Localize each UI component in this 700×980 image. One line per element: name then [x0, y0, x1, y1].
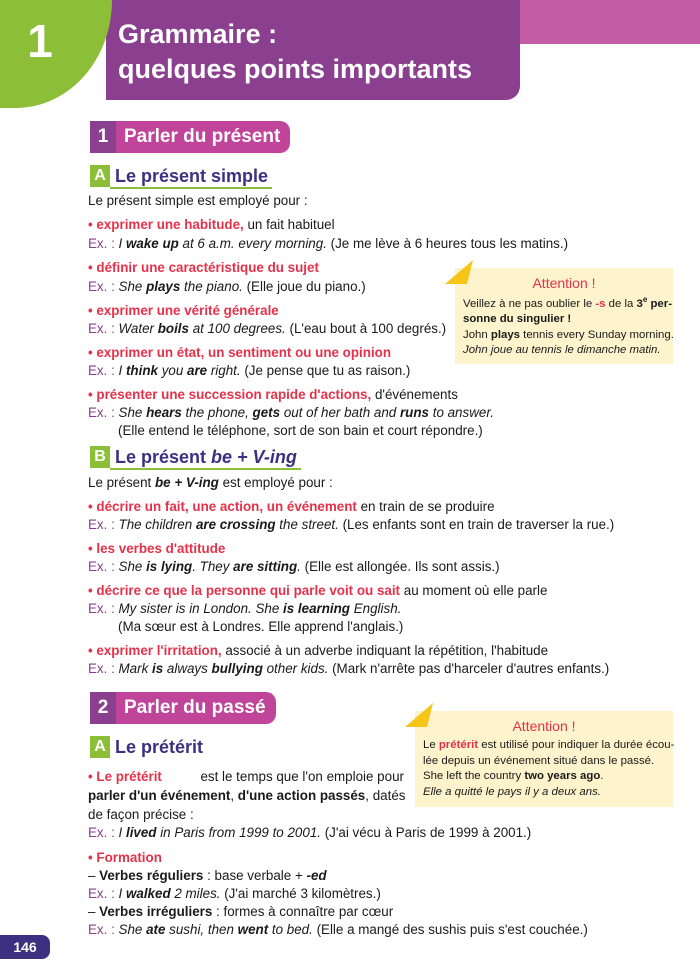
attention-title: Attention !: [512, 718, 576, 734]
example-line: Ex. : She is lying. They are sitting. (Elle est allongée. Ils sont assis.): [88, 559, 500, 574]
subsection-letter: B: [90, 446, 110, 468]
intro-text: Le présent simple est employé pour :: [88, 193, 308, 208]
usage-line: • Formation: [88, 850, 162, 865]
warning-triangle-icon: [403, 701, 437, 729]
usage-line: • décrire ce que la personne qui parle voit ou sait au moment où elle parle: [88, 583, 548, 598]
subsection-letter: A: [90, 165, 110, 187]
attention-box: [415, 711, 673, 807]
paragraph-line: de façon précise :: [88, 807, 194, 822]
chapter-header: [0, 0, 700, 108]
example-line: Ex. : She hears the phone, gets out of her bath and runs to answer.: [88, 405, 494, 420]
example-line: Ex. : The children are crossing the street. (Les enfants sont en train de traverser la rue.): [88, 517, 615, 532]
example-line: Ex. : I think you are right. (Je pense que tu as raison.): [88, 363, 411, 378]
example-line: Ex. : Water boils at 100 degrees. (L'eau bout à 100 degrés.): [88, 321, 447, 336]
section-number: 1: [90, 121, 116, 153]
example-line: Ex. : She plays the piano. (Elle joue du piano.): [88, 279, 366, 294]
rule-line: – Verbes réguliers : base verbale + -ed: [88, 868, 327, 883]
section-title: Parler du passé: [124, 697, 266, 718]
attention-body: Veillez à ne pas oublier le -s de la 3e per- sonne du singulier ! John plays tennis every Sunday morning. John joue au tennis le dimanche matin.: [463, 295, 674, 357]
paragraph-line: • Le prétérit est le temps que l'on emploie pour: [88, 769, 404, 784]
title-banner: [106, 0, 520, 100]
section-1-header: [90, 121, 290, 153]
example-translation: (Ma sœur est à Londres. Elle apprend l'anglais.): [118, 619, 404, 634]
warning-triangle-icon: [443, 258, 477, 286]
example-line: Ex. : I walked 2 miles. (J'ai marché 3 kilomètres.): [88, 886, 381, 901]
subsection-title: Le présent simple: [110, 165, 272, 189]
attention-box: [455, 268, 673, 364]
example-translation: (Elle entend le téléphone, sort de son bain et court répondre.): [118, 423, 483, 438]
subsection-1b-header: [90, 446, 301, 468]
intro-text: Le présent be + V-ing est employé pour :: [88, 475, 333, 490]
usage-line: • exprimer un état, un sentiment ou une opinion: [88, 345, 392, 360]
section-title: Parler du présent: [124, 126, 281, 147]
example-line: Ex. : She ate sushi, then went to bed. (Elle a mangé des sushis puis s'est couchée.): [88, 922, 588, 937]
section-number: 2: [90, 692, 116, 724]
usage-line: • décrire un fait, une action, un événement en train de se produire: [88, 499, 495, 514]
subsection-1a-header: [90, 165, 272, 187]
usage-line: • les verbes d'attitude: [88, 541, 226, 556]
example-line: Ex. : I lived in Paris from 1999 to 2001. (J'ai vécu à Paris de 1999 à 2001.): [88, 825, 532, 840]
subsection-letter: A: [90, 736, 110, 758]
usage-line: • exprimer une habitude, un fait habituel: [88, 217, 335, 232]
subsection-title: Le présent be + V-ing: [110, 446, 301, 470]
usage-line: • exprimer une vérité générale: [88, 303, 279, 318]
usage-line: • définir une caractéristique du sujet: [88, 260, 319, 275]
attention-title: Attention !: [532, 275, 596, 291]
usage-line: • présenter une succession rapide d'actions, d'événements: [88, 387, 458, 402]
chapter-number: 1: [27, 15, 53, 67]
usage-line: • exprimer l'irritation, associé à un adverbe indiquant la répétition, l'habitude: [88, 643, 549, 658]
paragraph-line: parler d'un événement, d'une action passés, datés: [88, 788, 406, 803]
attention-body: Le prétérit est utilisé pour indiquer la durée écou- lée depuis un événement situé dans le passé. She left the country two years ago. Elle a quitté le pays il y a deux ans.: [423, 739, 675, 798]
section-2-header: [90, 692, 276, 724]
example-line: Ex. : I wake up at 6 a.m. every morning. (Je me lève à 6 heures tous les matins.): [88, 236, 569, 251]
rule-line: – Verbes irréguliers : formes à connaître par cœur: [88, 904, 394, 919]
header-accent-band: [520, 0, 700, 44]
example-line: Ex. : My sister is in London. She is learning English.: [88, 601, 402, 616]
chapter-title-line-1: Grammaire :: [118, 19, 278, 49]
subsection-2a-header: [90, 736, 207, 758]
subsection-title: Le prétérit: [115, 737, 204, 757]
page-number: 146: [0, 935, 50, 959]
example-line: Ex. : Mark is always bullying other kids. (Mark n'arrête pas d'harceler d'autres enfants.): [88, 661, 610, 676]
chapter-title-line-2: quelques points importants: [118, 54, 473, 84]
